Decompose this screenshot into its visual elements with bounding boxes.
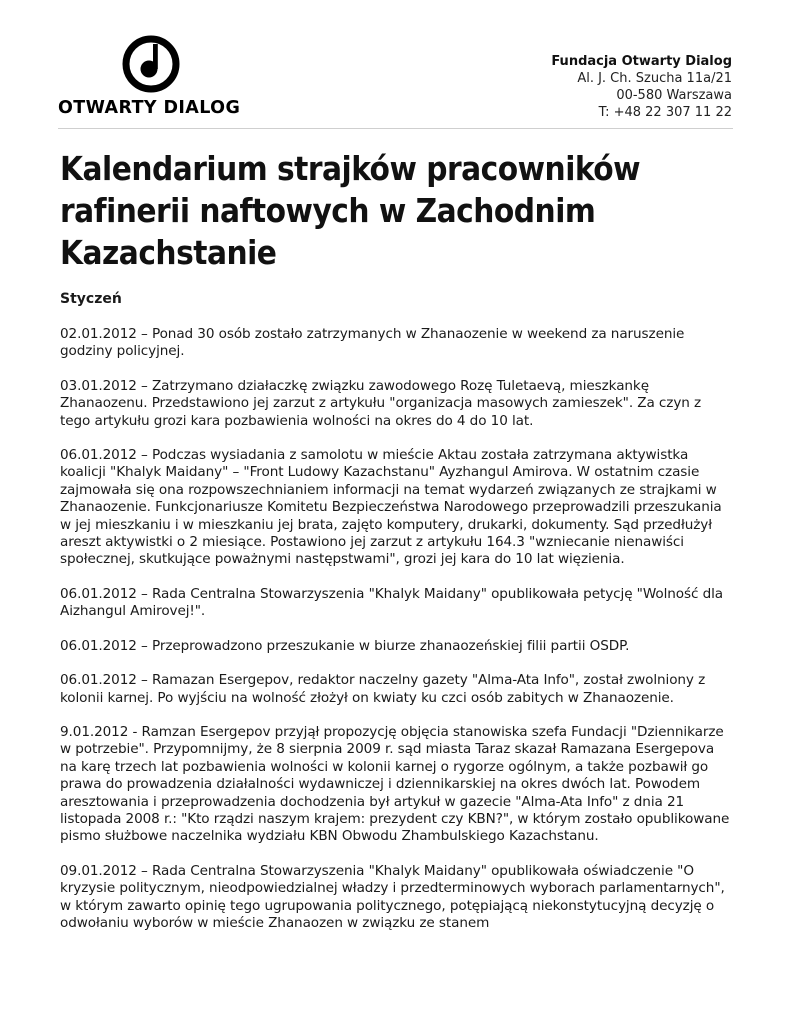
calendar-entry: 02.01.2012 – Ponad 30 osób zostało zatrzymanych w Zhanaozenie w weekend za naruszenie godziny policyjnej. [60, 326, 685, 360]
calendar-entry: 03.01.2012 – Zatrzymano działaczkę związku zawodowego Rozę Tuletaevą, mieszkankę Zhanaozenu. Przedstawiono jej zarzut z artykułu "organizacja masowych zamieszek". Za czyn z tego artykułu grozi kara pozbawienia wolności na okres do 4 do 10 lat. [60, 377, 702, 429]
organization-name: Fundacja Otwarty Dialog [551, 54, 732, 69]
document-title: Kalendarium strajków pracowników rafinerii naftowych w Zachodnim Kazachstanie [60, 149, 641, 272]
header-divider [58, 128, 733, 129]
calendar-entry: 06.01.2012 – Przeprowadzono przeszukanie w biurze zhanaozeńskiej filii partii OSDP. [60, 637, 630, 654]
calendar-entry: 06.01.2012 – Ramazan Esergepov, redaktor naczelny gazety "Alma-Ata Info", został zwolniony z kolonii karnej. Po wyjściu na wolność złożył on kwiaty ku czci osób zabitych w Zhanaozenie. [60, 672, 706, 706]
otwarty-dialog-logo-icon [121, 34, 181, 94]
document-body [60, 290, 732, 949]
calendar-entry: 06.01.2012 – Rada Centralna Stowarzyszenia "Khalyk Maidany" opublikowała petycję "Wolność dla Aizhangul Amirovej!". [60, 585, 724, 620]
calendar-entry: 9.01.2012 - Ramzan Esergepov przyjął propozycję objęcia stanowiska szefa Fundacji "Dziennikarze w potrzebie". Przypomnijmy, że 8 sierpnia 2009 r. sąd miasta Taraz skazał Ramazana Esergepova na karę trzech lat pozbawienia wolności w kolonii karnej o rygorze ogólnym, a także pozbawił go prawa do prowadzenia działalności wydawniczej i dziennikarskiej na okres dwóch lat. Powodem aresztowania i przeprowadzenia dochodzenia był artykuł w gazecie "Alma-Ata Info" z dnia 21 listopada 2008 r.: "Kto rządzi naszym krajem: prezydent czy KBN?", w którym zostało opublikowane pismo służbowe naczelnika wydziału KBN Obwodu Zhambulskiego Kazachstanu. [60, 723, 730, 845]
phone-number: T: +48 22 307 11 22 [598, 105, 732, 120]
city-address: 00-580 Warszawa [616, 88, 732, 103]
logo-text: OTWARTY DIALOG [58, 98, 241, 118]
calendar-entry: 06.01.2012 – Podczas wysiadania z samolotu w mieście Aktau została zatrzymana aktywistka koalicji "Khalyk Maidany" – "Front Ludowy Kazachstanu" Ayzhangul Amirova. W ostatnim czasie zajmowała się ona rozpowszechnianiem informacji na temat wydarzeń związanych ze strajkami w Zhanaozenie. Funkcjonariusze Komitetu Bezpieczeństwa Narodowego przeprowadzili przeszukania w jej mieszkaniu i w mieszkaniu jej brata, zajęto komputery, drukarki, dokumenty. Sąd przedłużył areszt aktywistki o 2 miesiące. Postawiono jej zarzut z artykułu 164.3 "wzniecanie nienawiści społecznej, skutkujące poważnymi następstwami", grozi jej kara do 10 lat więzienia. [60, 447, 722, 568]
address-block [551, 53, 732, 121]
month-heading: Styczeń [60, 291, 122, 307]
street-address: Al. J. Ch. Szucha 11a/21 [577, 71, 732, 86]
calendar-entry: 09.01.2012 – Rada Centralna Stowarzyszenia "Khalyk Maidany" opublikowała oświadczenie "O kryzysie politycznym, nieodpowiedzialnej władzy i przedterminowych wyborach parlamentarnych", w którym zawarto opinię tego ugrupowania politycznego, potępiającą niekonstytucyjną decyzję o odwołaniu wyborów w mieście Zhanaozen w związku ze stanem [60, 862, 725, 931]
logo [58, 34, 248, 124]
